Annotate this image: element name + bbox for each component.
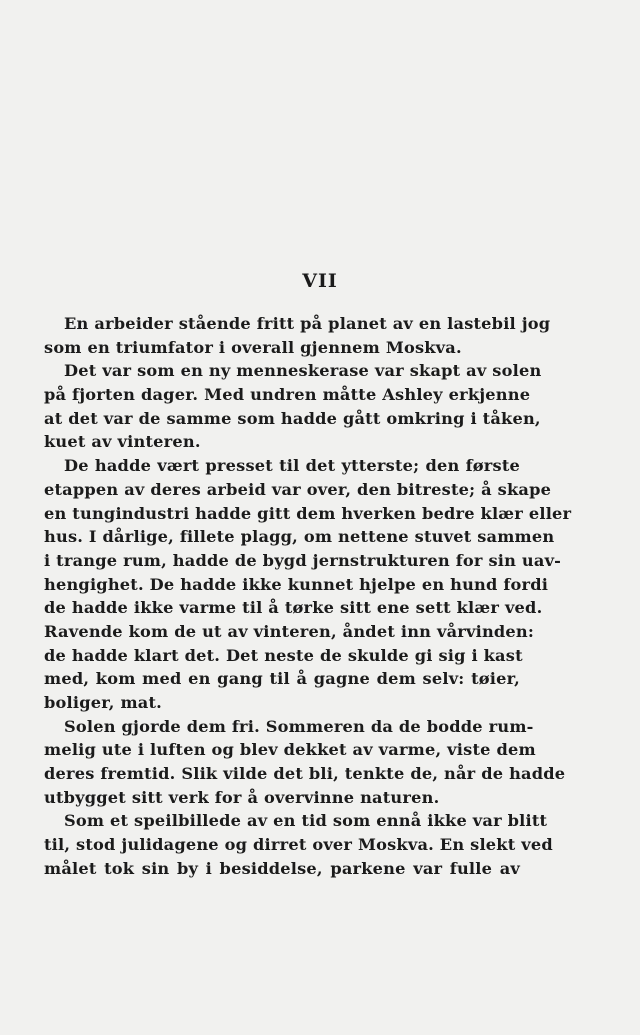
text-line: boliger, mat. bbox=[44, 693, 162, 712]
body-text bbox=[44, 312, 572, 881]
text-line: utbygget sitt verk for å overvinne naturen. bbox=[44, 787, 440, 807]
text-line: som en triumfator i overall gjennem Moskva. bbox=[44, 337, 462, 357]
text-line: på fjorten dager. Med undren måtte Ashley erkjenne bbox=[44, 385, 531, 405]
text-line: etappen av deres arbeid var over, den bitreste; å skape bbox=[44, 479, 552, 499]
text-line: at det var de samme som hadde gått omkring i tåken, bbox=[44, 408, 541, 428]
text-line: de hadde ikke varme til å tørke sitt ene sett klær ved. bbox=[44, 598, 543, 618]
text-line: de hadde klart det. Det neste de skulde gi sig i kast bbox=[44, 645, 523, 665]
text-line: til, stod julidagene og dirret over Moskva. En slekt ved bbox=[44, 835, 553, 855]
text-line: i trange rum, hadde de bygd jernstrukturen for sin uav- bbox=[44, 550, 562, 570]
text-line: hengighet. De hadde ikke kunnet hjelpe en hund fordi bbox=[44, 574, 549, 594]
text-line: Solen gjorde dem fri. Sommeren da de bodde rum- bbox=[64, 716, 534, 736]
text-line: målet tok sin by i besiddelse, parkene var fulle av bbox=[44, 858, 520, 878]
text-line: En arbeider stående fritt på planet av en lastebil jog bbox=[64, 314, 551, 333]
text-line: kuet av vinteren. bbox=[44, 432, 201, 452]
text-line: deres fremtid. Slik vilde det bli, tenkte de, når de hadde bbox=[44, 764, 566, 784]
text-line: en tungindustri hadde gitt dem hverken bedre klær eller bbox=[44, 503, 572, 523]
text-line: hus. I dårlige, fillete plagg, om nettene stuvet sammen bbox=[44, 527, 555, 547]
text-line: melig ute i luften og blev dekket av varme, viste dem bbox=[44, 740, 536, 760]
text-line: De hadde vært presset til det ytterste; den første bbox=[64, 456, 520, 476]
text-line: med, kom med en gang til å gagne dem selv: tøier, bbox=[44, 669, 520, 689]
text-line: Ravende kom de ut av vinteren, åndet inn vårvinden: bbox=[44, 621, 535, 641]
text-line: Som et speilbillede av en tid som ennå ikke var blitt bbox=[64, 811, 548, 831]
text-line: Det var som en ny menneskerase var skapt av solen bbox=[64, 361, 542, 381]
chapter-heading: VII bbox=[302, 270, 338, 292]
